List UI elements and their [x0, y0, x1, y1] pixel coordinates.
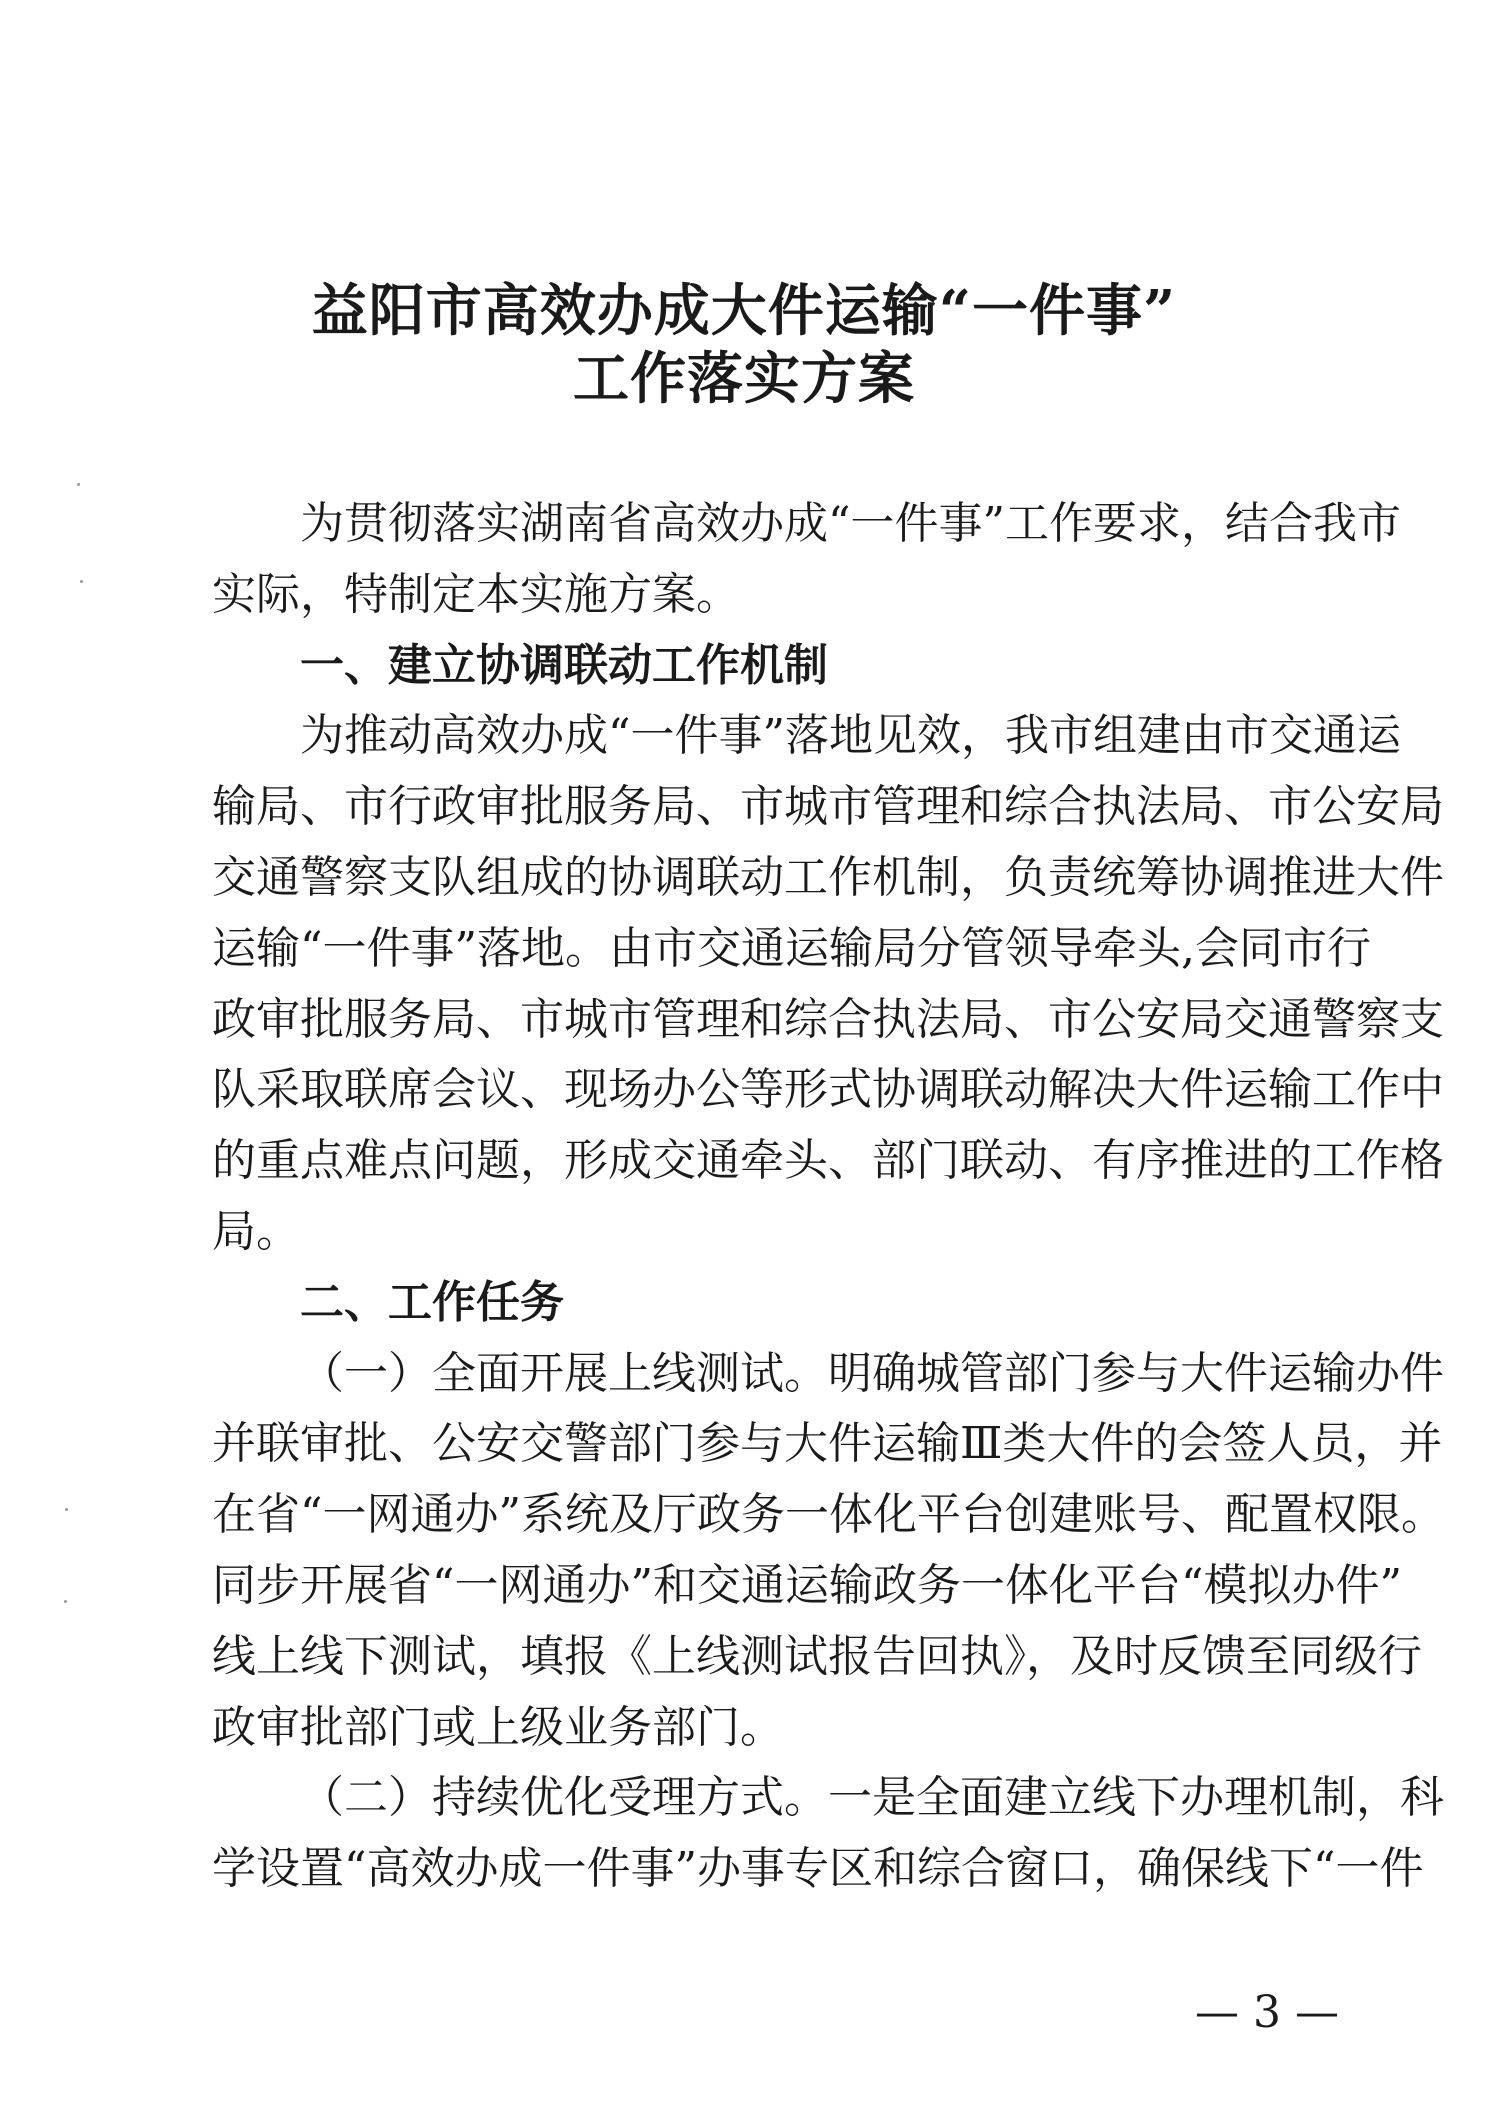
body-text-line: 政审批部门或上级业务部门。 [212, 1701, 784, 1753]
scan-speck [64, 1600, 67, 1603]
page-number: — 3 — [1195, 1987, 1339, 2038]
body-text-line: 运输“一件事”落地。由市交通运输局分管领导牵头,会同市行 [212, 922, 1371, 974]
body-text-line: 在省“一网通办”系统及厅政务一体化平台创建账号、配置权限。 [212, 1489, 1445, 1541]
body-text-line: 并联审批、公安交警部门参与大件运输Ⅲ类大件的会签人员，并 [212, 1418, 1443, 1470]
body-text-line: 实际，特制定本实施方案。 [212, 568, 740, 620]
body-text-line: （二）持续优化受理方式。一是全面建立线下办理机制，科 [300, 1772, 1444, 1824]
body-text-line: （一）全面开展上线测试。明确城管部门参与大件运输办件 [300, 1347, 1444, 1399]
body-text-line: 队采取联席会议、现场办公等形式协调联动解决大件运输工作中 [212, 1064, 1444, 1116]
section-heading: 二、工作任务 [300, 1276, 564, 1328]
document-body [212, 489, 1445, 1905]
body-text-line: 政审批服务局、市城市管理和综合执法局、市公安局交通警察支 [212, 993, 1444, 1045]
body-text-line: 学设置“高效办成一件事”办事专区和综合窗口，确保线下“一件 [212, 1843, 1424, 1895]
body-text-line: 为贯彻落实湖南省高效办成“一件事”工作要求，结合我市 [300, 498, 1401, 549]
document-title-line-1: 益阳市高效办成大件运输“一件事” [311, 278, 1177, 344]
section-heading: 一、建立协调联动工作机制 [300, 639, 828, 691]
scan-speck [65, 1508, 68, 1511]
scan-speck [77, 483, 80, 486]
body-text-line: 的重点难点问题，形成交通牵头、部门联动、有序推进的工作格 [212, 1135, 1444, 1187]
body-text-line: 交通警察支队组成的协调联动工作机制，负责统筹协调推进大件 [212, 851, 1444, 903]
scan-speck [80, 580, 83, 583]
body-text-line: 线上线下测试，填报《上线测试报告回执》，及时反馈至同级行 [212, 1630, 1422, 1682]
body-text-line: 输局、市行政审批服务局、市城市管理和综合执法局、市公安局 [212, 781, 1444, 833]
body-text-line: 为推动高效办成“一件事”落地见效，我市组建由市交通运 [300, 710, 1401, 762]
body-text-line: 局。 [212, 1205, 300, 1257]
document-title-line-2: 工作落实方案 [573, 346, 915, 412]
body-text-line: 同步开展省“一网通办”和交通运输政务一体化平台“模拟办件” [212, 1559, 1402, 1611]
